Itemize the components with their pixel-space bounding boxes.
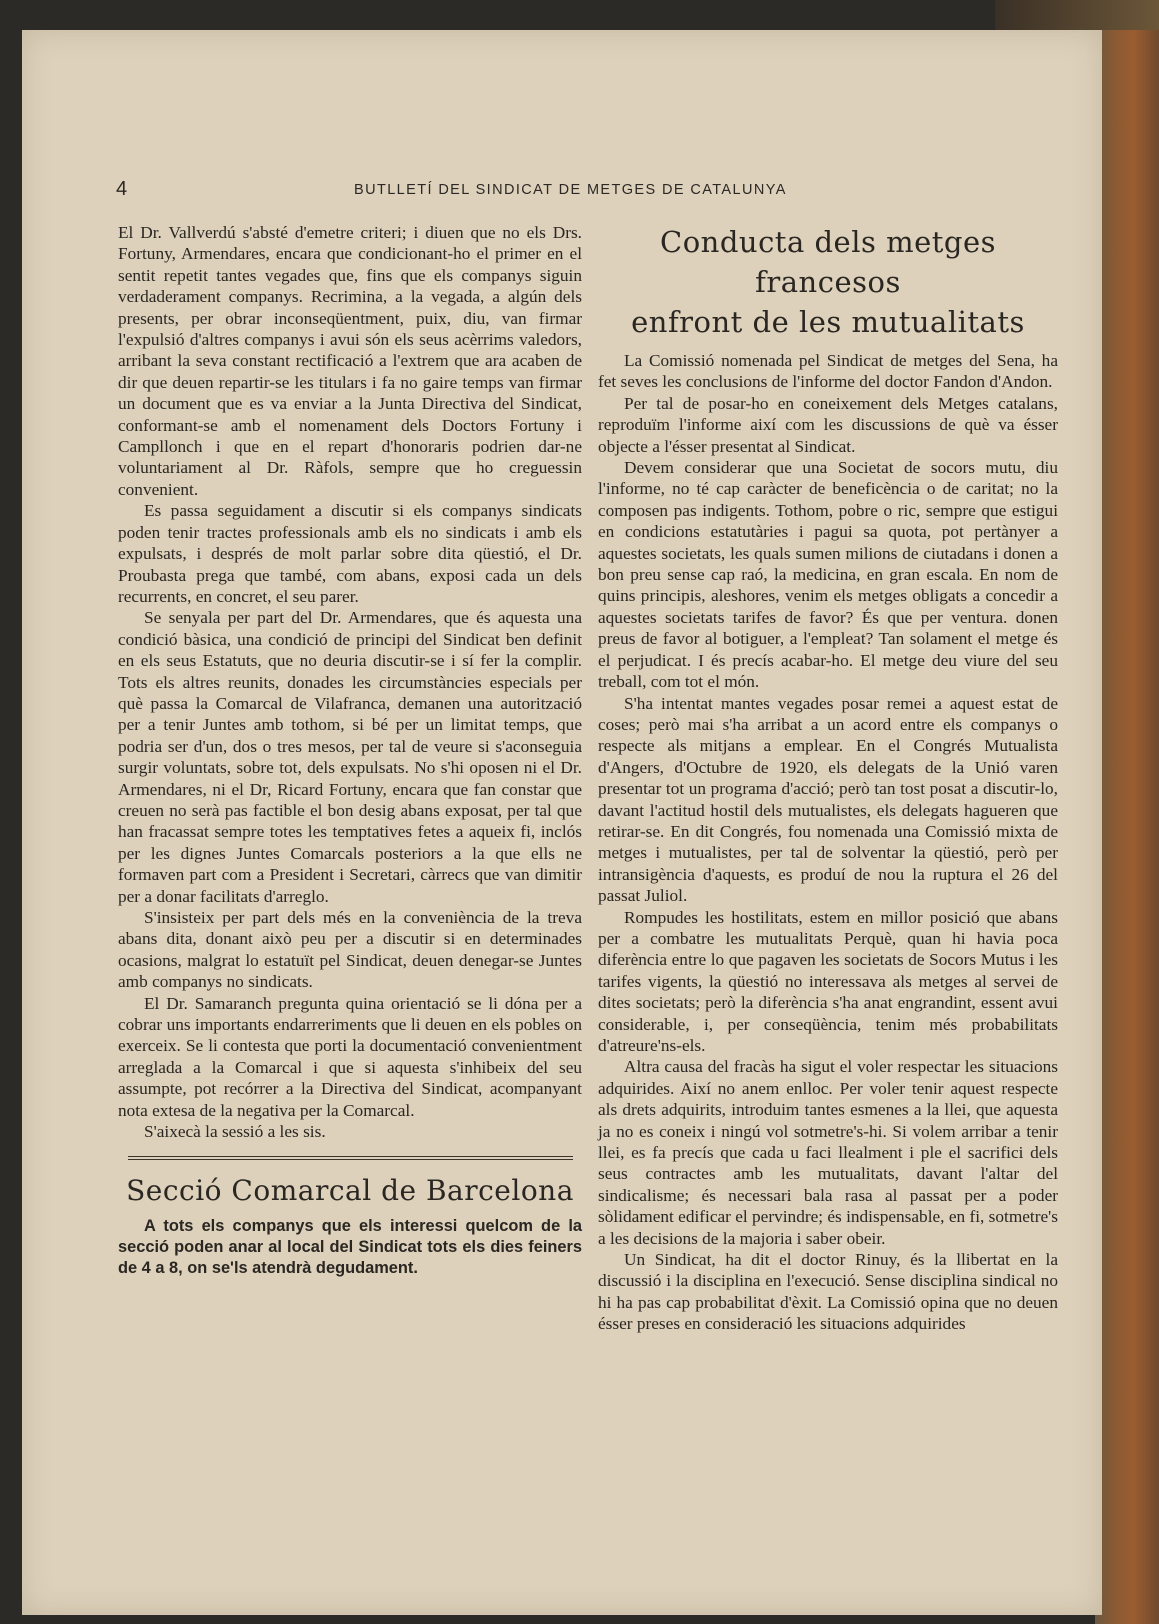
notice-paragraph: A tots els companys que els interessi quelcom de la secció poden anar al local del Sindicat tots els dies feiners de 4 a 8, on se'ls atendrà degudament. bbox=[118, 1217, 582, 1278]
paragraph: Altra causa del fracàs ha sigut el voler respectar les situacions adquirides. Així no anem enlloc. Per voler tenir aquest respecte als drets adquirits, introduim tantes esmenes a la llei, que aquesta ja no es coneix i ningú vol sotmetre's-hi. Si volem arribar a tenir llei, es fa precís que cada u faci llealment i ple el sacrifici dels seus contractes amb les mutualitats, davant l'altar del sindicalisme; és necessari bala rasa al passat per a poder sòlidament edificar el pervindre; és indispensable, en fi, sotmetre's a les decisions de la majoria i saber obeir. bbox=[598, 1057, 1058, 1248]
paragraph: S'aixecà la sessió a les sis. bbox=[144, 1122, 326, 1142]
page-number: 4 bbox=[116, 178, 128, 200]
document-page bbox=[22, 30, 1102, 1615]
paragraph: Devem considerar que una Societat de socors mutu, diu l'informe, no té cap caràcter de beneficència o de caritat; no la composen pas indigents. Tothom, pobre o ric, sempre que estigui en condicions estatutàries i pagui sa quota, pot pertànyer a aquestes societats, les quals sumen milions de ciutadans i donen a bon preu sense cap raó, la medicina, en gran escala. En nom de quins principis, aleshores, venim els metges obligats a concedir a aquestes societats tarifes de favor? És que per ventura. donen preus de favor al botiguer, a l'empleat? Tan solament el metge és el perjudicat. I és precís acabar-ho. El metge deu viure del seu treball, com tot el món. bbox=[598, 458, 1058, 692]
running-head: BUTLLETÍ DEL SINDICAT DE METGES DE CATALUNYA bbox=[354, 182, 787, 198]
article-title-line2: enfront de les mutualitats bbox=[631, 305, 1025, 339]
paragraph: Un Sindicat, ha dit el doctor Rinuy, és la llibertat en la discussió i la disciplina en l'execució. Sense disciplina sindical no hi ha pas cap probabilitat d'èxit. La Comissió opina que no deuen ésser preses en consideració les situacions adquirides bbox=[598, 1250, 1058, 1334]
paragraph: La Comissió nomenada pel Sindicat de metges del Sena, ha fet seves les conclusions de l'informe del doctor Fandon d'Andon. bbox=[598, 351, 1058, 392]
article-title-line1: Conducta dels metges francesos bbox=[660, 225, 996, 299]
right-column bbox=[598, 222, 1058, 1335]
paragraph: Per tal de posar-ho en coneixement dels Metges catalans, reproduïm l'informe així com les discussions de què va ésser objecte a l'ésser presentat al Sindicat. bbox=[598, 393, 1058, 456]
paragraph: S'insisteix per part dels més en la conveniència de la treva abans dita, donant això peu per a discutir si en determinades ocasions, malgrat lo estatuït pel Sindicat, deuen denegar-se Juntes amb companys no sindicats. bbox=[118, 908, 582, 992]
article-title bbox=[598, 222, 1058, 342]
paragraph: Rompudes les hostilitats, estem en millor posició que abans per a combatre les mutualitats Perquè, quan hi havia poca diferència entre lo que pagaven les societats de Socors Mutus i les tarifes vigents, la qüestió no interessava als metges al servei de dites societats; però la diferència s'ha anat engrandint, essent avui considerable, i, per conseqüència, tenim més probabilitats d'atreure'ns-els. bbox=[598, 907, 1058, 1055]
page-header bbox=[22, 178, 1102, 204]
paragraph: S'ha intentat mantes vegades posar remei a aquest estat de coses; però mai s'ha arribat a un acord entre els companys o respecte als mitjans a emplear. En el Congrés Mutualista d'Angers, d'Octubre de 1920, els delegats de la Unió varen presentar tot un programa d'acció; però tan tost posat a discutir-lo, davant l'actitud hostil dels mutualistes, els delegats hagueren que retirar-se. En dit Congrés, fou nomenada una Comissió mixta de metges i mutualistes, per tal de solventar la qüestió, però per intransigència d'aquests, es produí de nou la ruptura el 26 del passat Juliol. bbox=[598, 693, 1058, 906]
section-divider bbox=[128, 1156, 573, 1160]
left-column bbox=[118, 222, 582, 1279]
section-title: Secció Comarcal de Barcelona bbox=[126, 1174, 574, 1208]
paragraph: El Dr. Vallverdú s'absté d'emetre criteri; i diuen que no els Drs. Fortuny, Armendares, encara que condicionant-ho el primer en el sentit repetit tantes vegades que, fins que els companys siguin verdaderament companys. Recrimina, a la vegada, a algún dels presents, per obrar inconseqüentment, puix, diu, van firmar l'expulsió d'altres companys i avui són els seus acèrrims valedors, arribant la seva constant rectificació a l'extrem que ara acaben de dir que deuen repartir-se les titulars i fa no gaire temps van firmar un document que es va enviar a la Junta Directiva del Sindicat, conformant-se amb el nomenament dels Doctors Fortuny i Campllonch i que en el repart d'honoraris podrien dar-ne voluntariament al Dr. Ràfols, sempre que ho creguessin convenient. bbox=[118, 223, 582, 499]
paragraph: El Dr. Samaranch pregunta quina orientació se li dóna per a cobrar uns importants endarreriments que li deuen en els pobles on exerceix. Se li contesta que porti la documentació convenientment arreglada a la Comarcal i que si aquesta s'inhibeix del seu assumpte, pot recórrer a la Directiva del Sindicat, acompanyant nota extesa de la negativa per la Comarcal. bbox=[118, 993, 582, 1120]
paragraph: Es passa seguidament a discutir si els companys sindicats poden tenir tractes professionals amb els no sindicats i amb els expulsats, i després de molt parlar sobre dita qüestió, el Dr. Proubasta prega que també, com abans, exposi cada un dels recurrents, en concret, el seu parer. bbox=[118, 501, 582, 606]
paragraph: Se senyala per part del Dr. Armendares, que és aquesta una condició bàsica, una condició de principi del Sindicat ben definit en els seus Estatuts, que no deuria discutir-se i sí fer la complir. Tots els altres reunits, donades les circumstàncies especials per què passa la Comarcal de Vilafranca, demanen una autorització per a tenir Juntes amb tothom, si bé per un limitat temps, que podria ser d'un, dos o tres mesos, per tal de veure si s'aconseguia surgir voluntats, sobre tot, dels expulsats. No s'hi oposen ni el Dr. Armendares, ni el Dr, Ricard Fortuny, encara que fan constar que creuen no serà pas factible el bon desig abans exposat, per tal que han fracassat sempre totes les temptatives fetes a aqueix fi, inclós per les dignes Juntes Comarcals posteriors a la que ells ne formaven part com a President i Secretari, càrrecs que van dimitir per a donar facilitats d'arreglo. bbox=[118, 608, 582, 906]
book-edge-top bbox=[995, 0, 1159, 30]
book-binding bbox=[1095, 30, 1159, 1624]
